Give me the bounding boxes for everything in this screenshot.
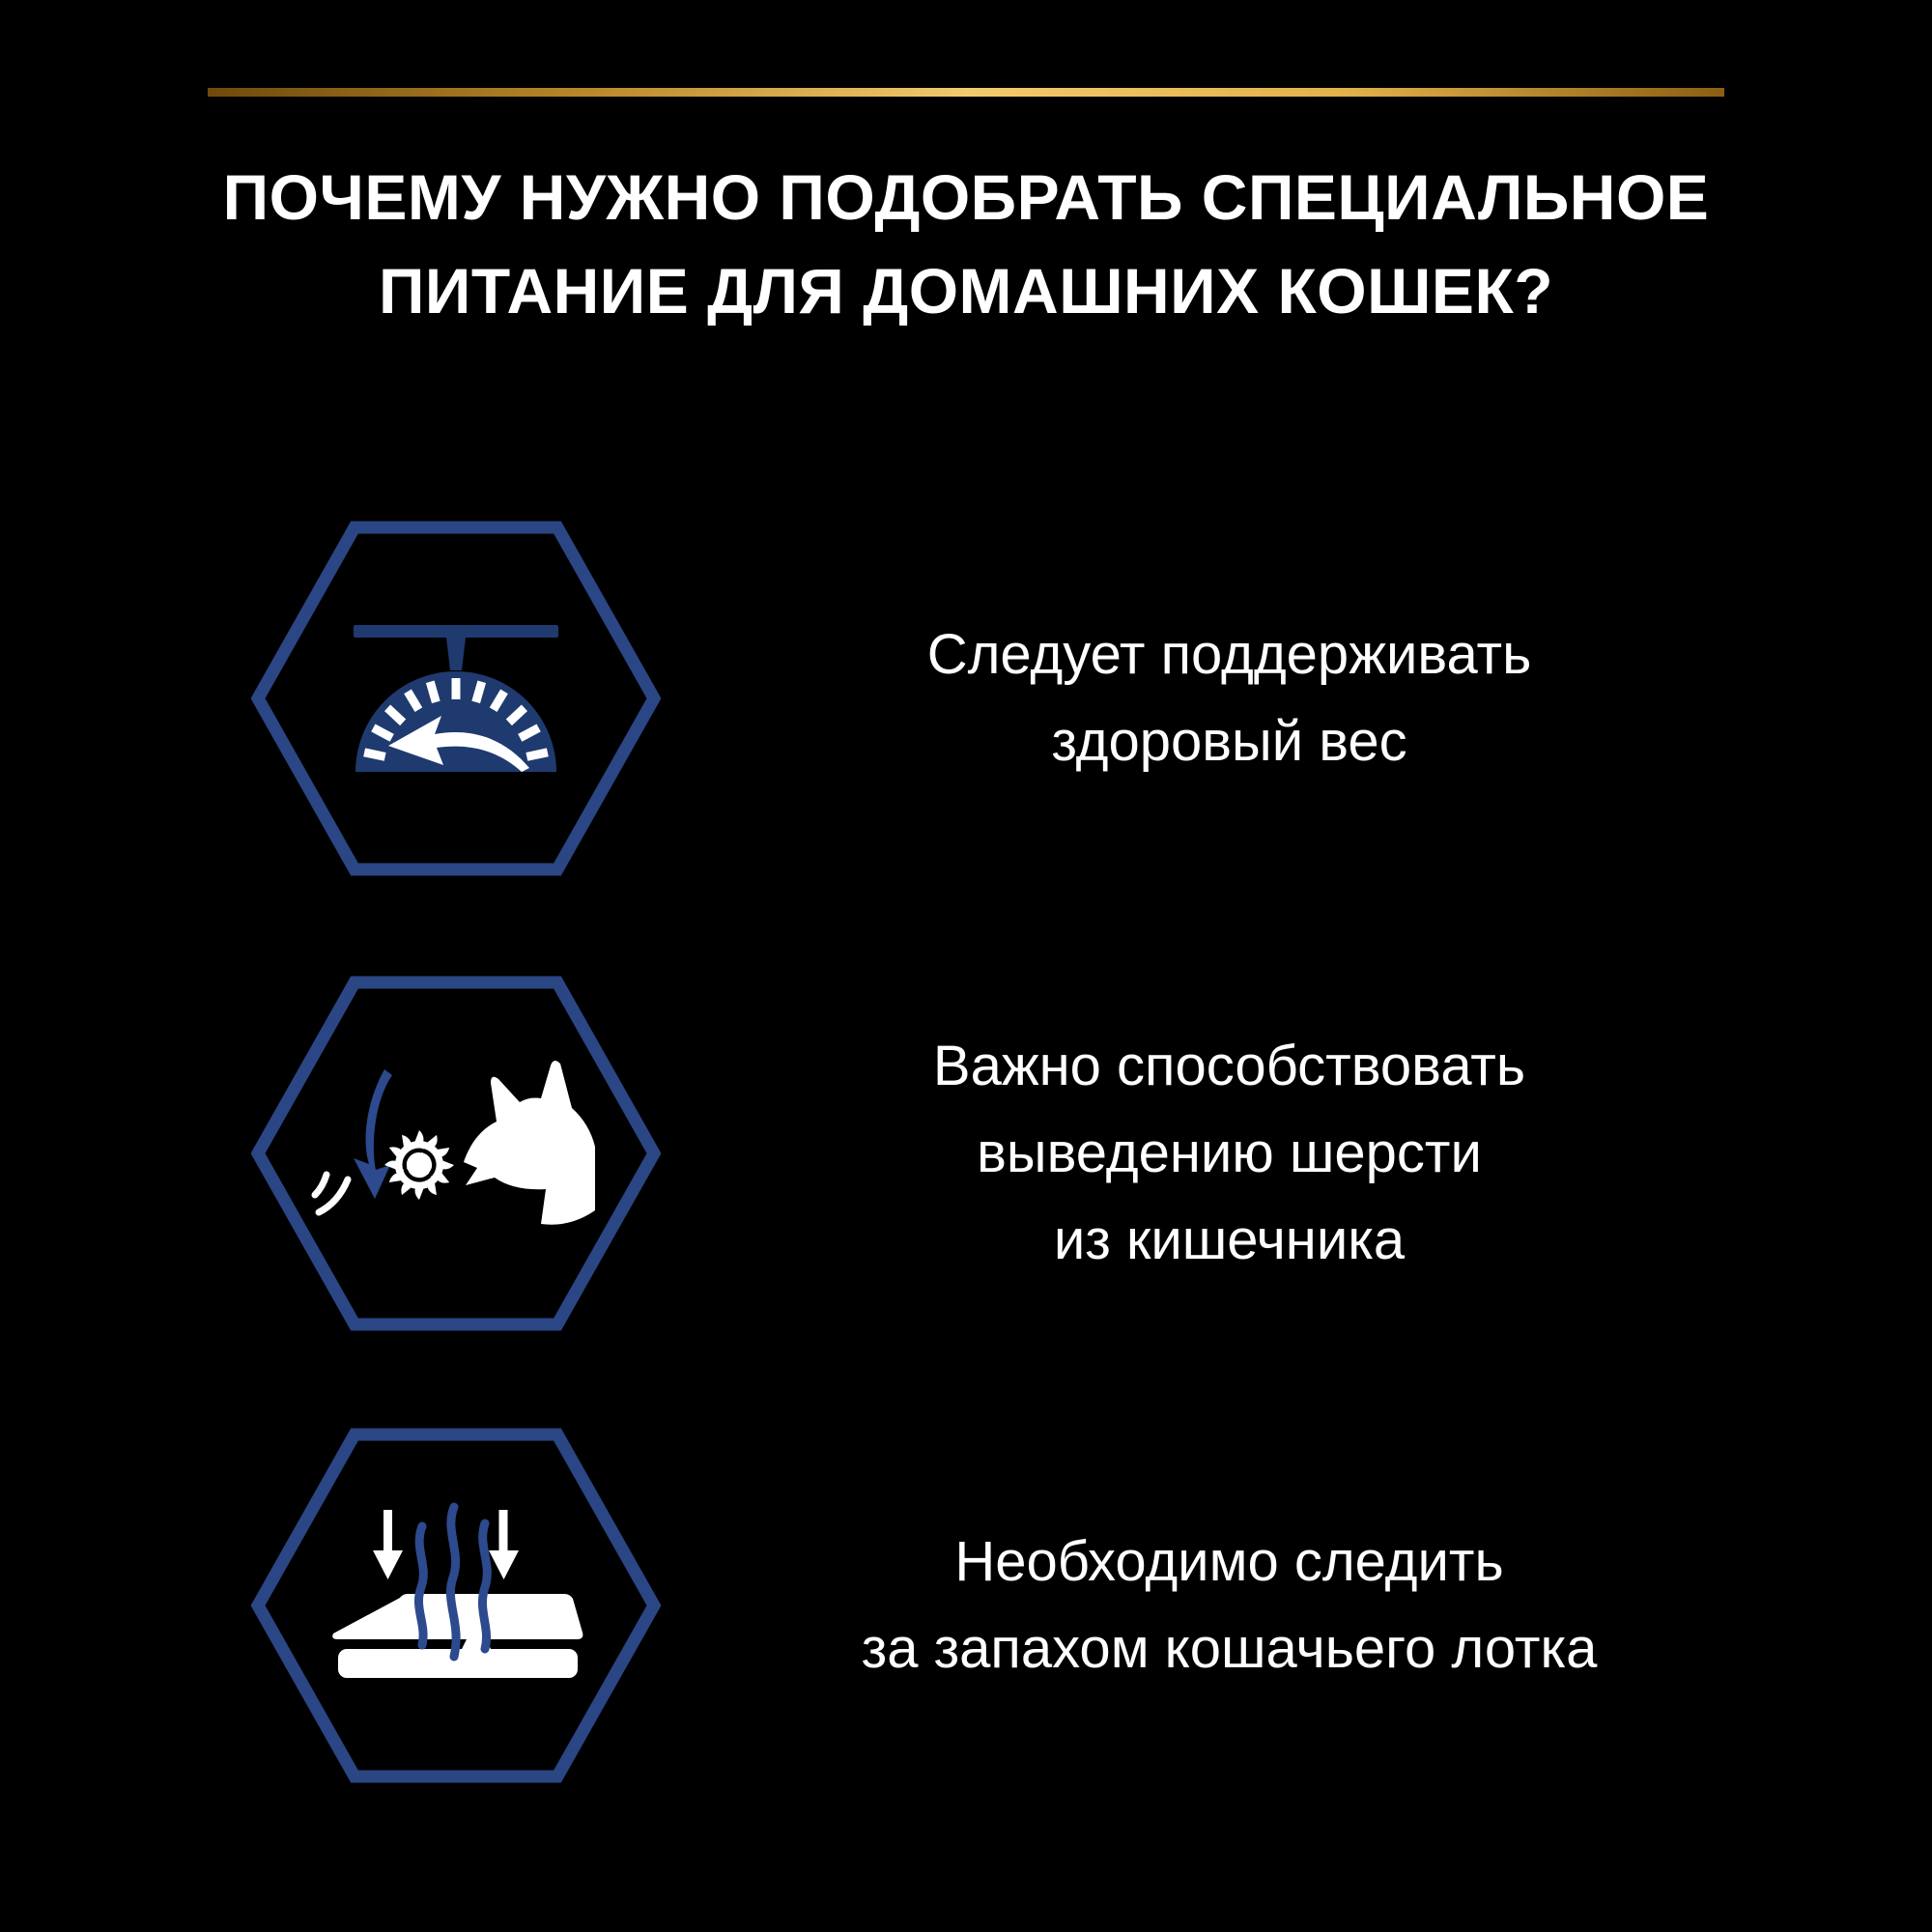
hexagon-badge xyxy=(251,1428,661,1783)
litter-box-odor-icon xyxy=(321,1502,591,1681)
benefit-text-line: Следует поддерживать xyxy=(926,623,1532,686)
benefit-text-line: Необходимо следить xyxy=(954,1530,1504,1593)
benefit-text xyxy=(676,976,1782,1331)
page-title xyxy=(0,151,1932,338)
cat-head-silhouette xyxy=(464,1061,595,1225)
gold-divider xyxy=(208,88,1724,97)
benefit-text-line: за запахом кошачьего лотка xyxy=(861,1617,1598,1680)
hexagon-badge xyxy=(251,521,661,876)
hexagon-badge xyxy=(251,976,661,1331)
cat-hairball-icon xyxy=(311,1054,601,1237)
page-title-line1: ПОЧЕМУ НУЖНО ПОДОБРАТЬ СПЕЦИАЛЬНОЕ xyxy=(222,161,1710,233)
hairball xyxy=(384,1130,454,1200)
benefit-row-weight xyxy=(0,521,1932,876)
benefit-text xyxy=(676,521,1782,876)
benefit-text-line: из кишечника xyxy=(1053,1208,1406,1271)
benefit-text-line: выведению шерсти xyxy=(977,1122,1482,1184)
benefit-text-line: здоровый вес xyxy=(1051,710,1407,773)
down-arrows xyxy=(373,1510,519,1579)
down-arrow xyxy=(354,1069,392,1199)
benefit-row-hairball xyxy=(0,976,1932,1331)
benefit-text xyxy=(676,1428,1782,1783)
page-title-line2: ПИТАНИЕ ДЛЯ ДОМАШНИХ КОШЕК? xyxy=(378,255,1554,327)
benefit-row-litter xyxy=(0,1428,1932,1783)
weight-scale-icon xyxy=(350,619,562,779)
benefit-text-line: Важно способствовать xyxy=(932,1035,1526,1097)
